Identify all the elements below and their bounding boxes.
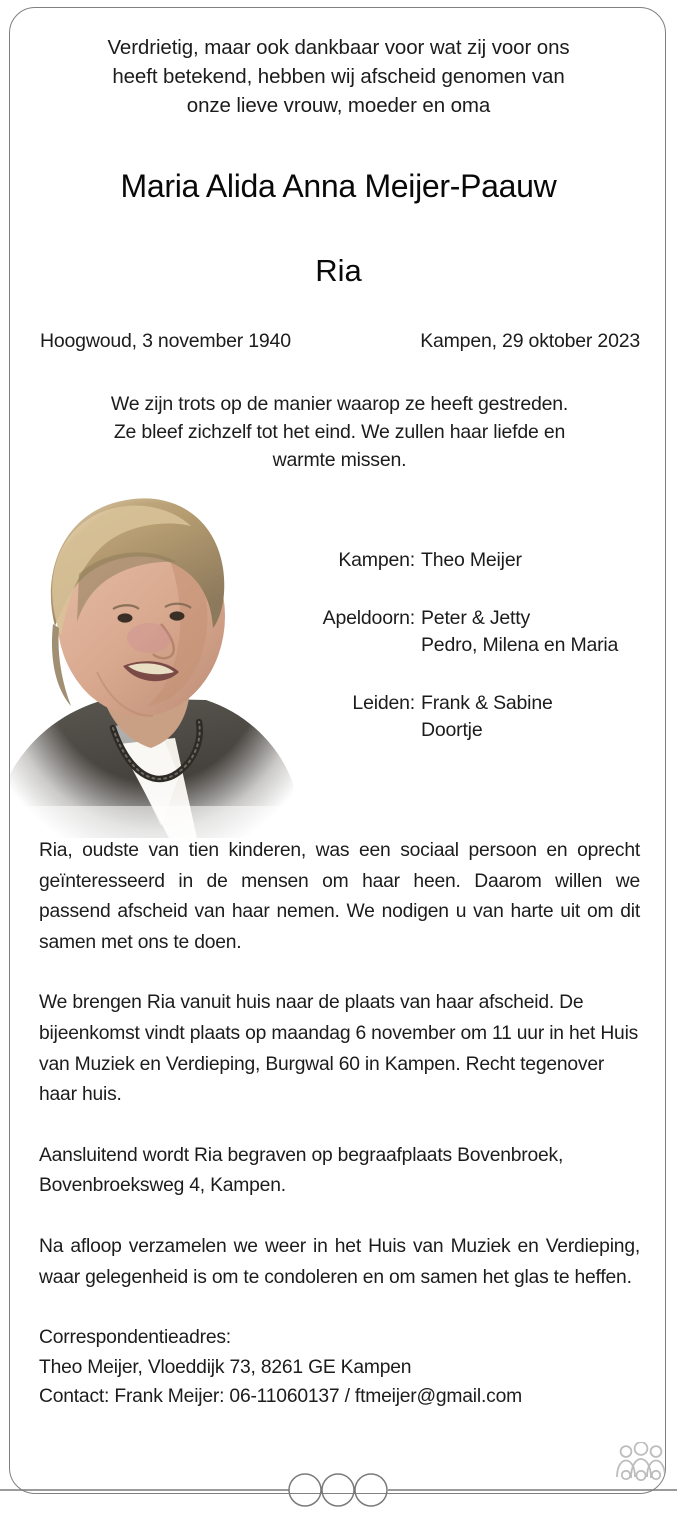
correspondence-address: Theo Meijer, Vloeddijk 73, 8261 GE Kampen [39,1356,412,1378]
death-place-date: Kampen, 29 oktober 2023 [420,330,640,352]
intro-text [10,33,666,120]
portrait-photo [9,476,306,838]
family-row [280,632,666,659]
family-row [280,547,666,574]
memorial-card [9,7,666,1494]
family-group [280,547,666,574]
intro-line-3: onze lieve vrouw, moeder en oma [186,94,491,117]
family-city: Apeldoorn: [322,607,415,629]
family-row [280,717,666,744]
family-city: Kampen: [338,549,415,571]
intro-line-1: Verdrietig, maar ook dankbaar voor wat zij voor ons [107,36,570,59]
family-name: Peter & Jetty [421,607,531,629]
correspondence-contact: Contact: Frank Meijer: 06-11060137 / ftmeijer@gmail.com [39,1386,522,1408]
body-text [39,836,640,1412]
paragraph-reception: Na afloop verzamelen we weer in het Huis van Muziek en Verdieping, waar gelegenheid is om te condoleren en om samen het glas te heffen. [39,1235,640,1288]
memorial-motto [48,390,631,474]
deceased-full-name: Maria Alida Anna Meijer-Paauw [120,168,557,204]
family-list [280,547,666,744]
motto-line-1: We zijn trots op de manier waarop ze heeft gestreden. [110,393,569,415]
correspondence-block [39,1323,640,1412]
life-dates [40,327,640,355]
deceased-nickname: Ria [315,253,362,288]
family-city: Leiden: [352,692,415,714]
intro-line-2: heeft betekend, hebben wij afscheid genomen van [112,65,565,88]
family-name: Theo Meijer [421,549,522,571]
paragraph-about: Ria, oudste van tien kinderen, was een sociaal persoon en oprecht geïnteresseerd in de mensen om haar heen. Daarom willen we passend afscheid van haar nemen. We nodigen u van harte uit om dit samen met ons te doen. [39,840,640,953]
family-name: Doortje [421,719,483,741]
paragraph-ceremony: We brengen Ria vanuit huis naar de plaats van haar afscheid. De bijeenkomst vindt plaats op maandag 6 november om 11 uur in het Huis van Muziek en Verdieping, Burgwal 60 in Kampen. Recht tegenover haar huis. [39,992,639,1106]
family-name: Frank & Sabine [421,692,553,714]
family-group [280,605,666,659]
triple-circle-divider [0,1468,677,1512]
motto-line-3: warmte missen. [272,449,407,471]
family-group [280,690,666,744]
paragraph-burial: Aansluitend wordt Ria begraven op begraafplaats Bovenbroek, Bovenbroeksweg 4, Kampen. [39,1144,564,1197]
birth-place-date: Hoogwoud, 3 november 1940 [40,330,291,352]
family-row [280,690,666,717]
correspondence-label: Correspondentieadres: [39,1327,231,1349]
motto-line-2: Ze bleef zichzelf tot het eind. We zullen haar liefde en [113,421,566,443]
family-row [280,605,666,632]
family-name: Pedro, Milena en Maria [421,634,619,656]
